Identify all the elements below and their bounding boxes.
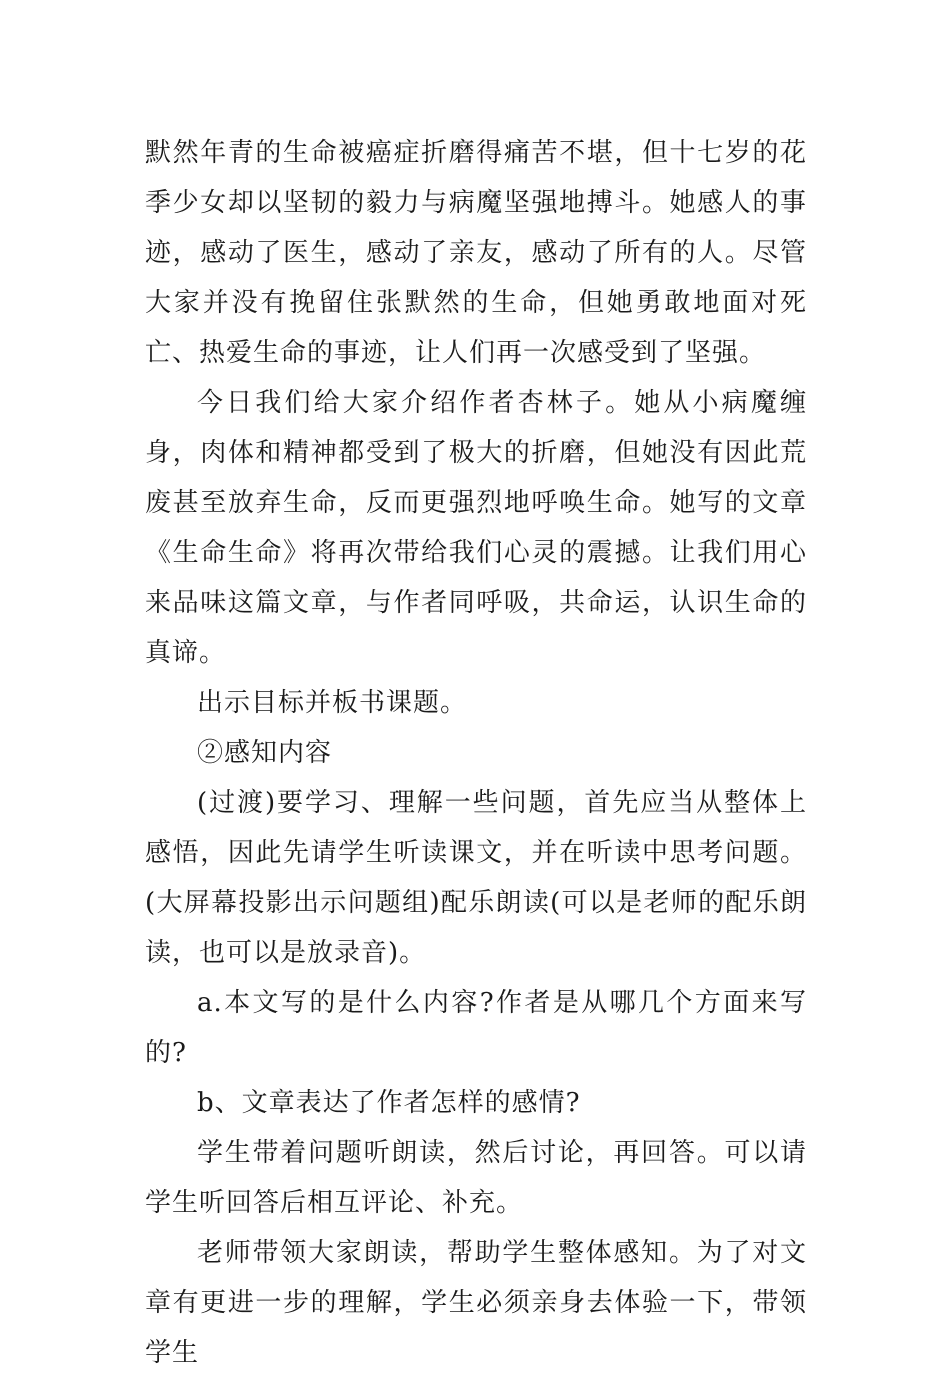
paragraph: 今日我们给大家介绍作者杏林子。她从小病魔缠身，肉体和精神都受到了极大的折磨，但她没有因此荒废甚至放弃生命，反而更强烈地呼唤生命。她写的文章《生命生命》将再次带给我们心灵的震撼。让我们用心来品味这篇文章，与作者同呼吸，共命运，认识生命的真谛。 xyxy=(145,388,807,668)
paragraph: 默然年青的生命被癌症折磨得痛苦不堪，但十七岁的花季少女却以坚韧的毅力与病魔坚强地搏斗。她感人的事迹，感动了医生，感动了亲友，感动了所有的人。尽管大家并没有挽留住张默然的生命，但她勇敢地面对死亡、热爱生命的事迹，让人们再一次感受到了坚强。 xyxy=(145,138,807,368)
paragraph: 老师带领大家朗读，帮助学生整体感知。为了对文章有更进一步的理解，学生必须亲身去体验一下，带领学生 xyxy=(145,1238,807,1368)
paragraph: (过渡)要学习、理解一些问题，首先应当从整体上感悟，因此先请学生听读课文，并在听读中思考问题。(大屏幕投影出示问题组)配乐朗读(可以是老师的配乐朗读，也可以是放录音)。 xyxy=(145,788,807,968)
document-body xyxy=(145,128,807,1378)
paragraph: a.本文写的是什么内容?作者是从哪几个方面来写的? xyxy=(145,988,807,1068)
paragraph: 出示目标并板书课题。 xyxy=(197,688,468,718)
paragraph: 学生带着问题听朗读，然后讨论，再回答。可以请学生听回答后相互评论、补充。 xyxy=(145,1138,807,1218)
paragraph: ②感知内容 xyxy=(197,738,333,768)
paragraph: b、文章表达了作者怎样的感情? xyxy=(197,1088,581,1118)
